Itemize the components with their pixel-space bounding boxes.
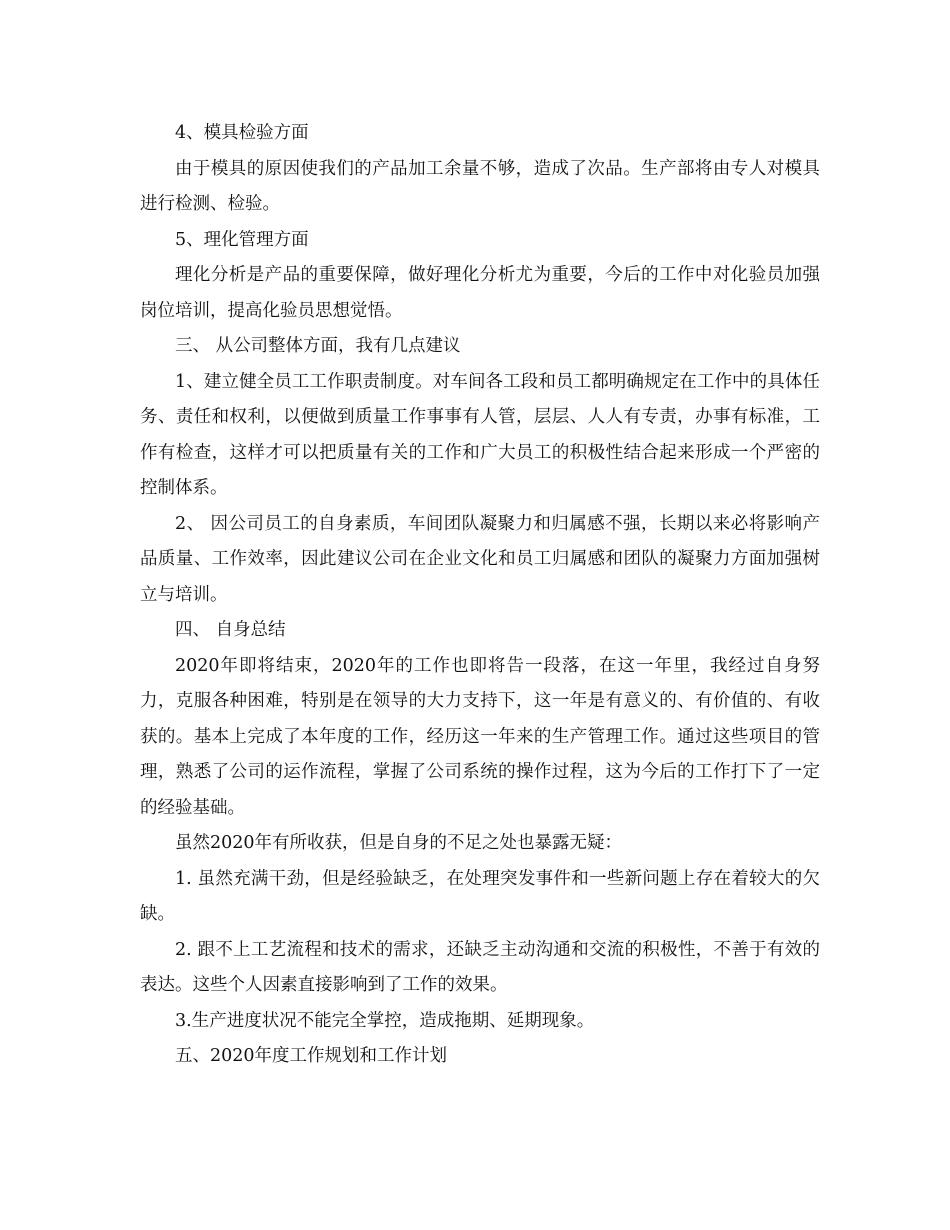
paragraph-shortcomings-intro: 虽然2020年有所收获，但是自身的不足之处也暴露无疑：: [175, 833, 623, 853]
paragraph-suggestion-1: 1、建立健全员工工作职责制度。对车间各工段和员工都明确规定在工作中的具体任务、责任和权利，以便做到质量工作事事有人管，层层、人人有专责，办事有标准，工作有检查，这样才可以把质量有关的工作和广大员工的积极性结合起来形成一个严密的控制体系。: [140, 371, 820, 498]
paragraph-shortcoming-1: 1. 虽然充满干劲，但是经验缺乏，在处理突发事件和一些新问题上存在着较大的欠缺。: [140, 868, 820, 924]
paragraph-self-summary: 2020年即将结束，2020年的工作也即将告一段落，在这一年里，我经过自身努力，克服各种困难，特别是在领导的大力支持下，这一年是有意义的、有价值的、有收获的。基本上完成了本年度的工作，经历这一年来的生产管理工作。通过这些项目的管理，熟悉了公司的运作流程，掌握了公司系统的操作过程，这为今后的工作打下了一定的经验基础。: [140, 655, 820, 818]
section-heading-company-suggestions: 三、 从公司整体方面，我有几点建议: [175, 336, 461, 356]
paragraph-mold-inspection: 由于模具的原因使我们的产品加工余量不够，造成了次品。生产部将由专人对模具进行检测、检验。: [140, 158, 820, 214]
section-heading-work-plan: 五、2020年度工作规划和工作计划: [175, 1046, 448, 1066]
paragraph-shortcoming-2: 2. 跟不上工艺流程和技术的需求，还缺乏主动沟通和交流的积极性，不善于有效的表达。这些个人因素直接影响到了工作的效果。: [140, 939, 820, 995]
paragraph-shortcoming-3: 3.生产进度状况不能完全掌控，造成拖期、延期现象。: [175, 1010, 595, 1031]
section-heading-self-summary: 四、 自身总结: [175, 620, 286, 640]
document-body: [140, 116, 820, 1075]
section-heading-mold-inspection: 4、模具检验方面: [175, 123, 309, 143]
paragraph-physchem-management: 理化分析是产品的重要保障，做好理化分析尤为重要，今后的工作中对化验员加强岗位培训，提高化验员思想觉悟。: [140, 265, 820, 321]
section-heading-physchem-management: 5、理化管理方面: [175, 229, 309, 250]
paragraph-suggestion-2: 2、 因公司员工的自身素质，车间团队凝聚力和归属感不强，长期以来必将影响产品质量、工作效率，因此建议公司在企业文化和员工归属感和团队的凝聚力方面加强树立与培训。: [140, 513, 820, 605]
